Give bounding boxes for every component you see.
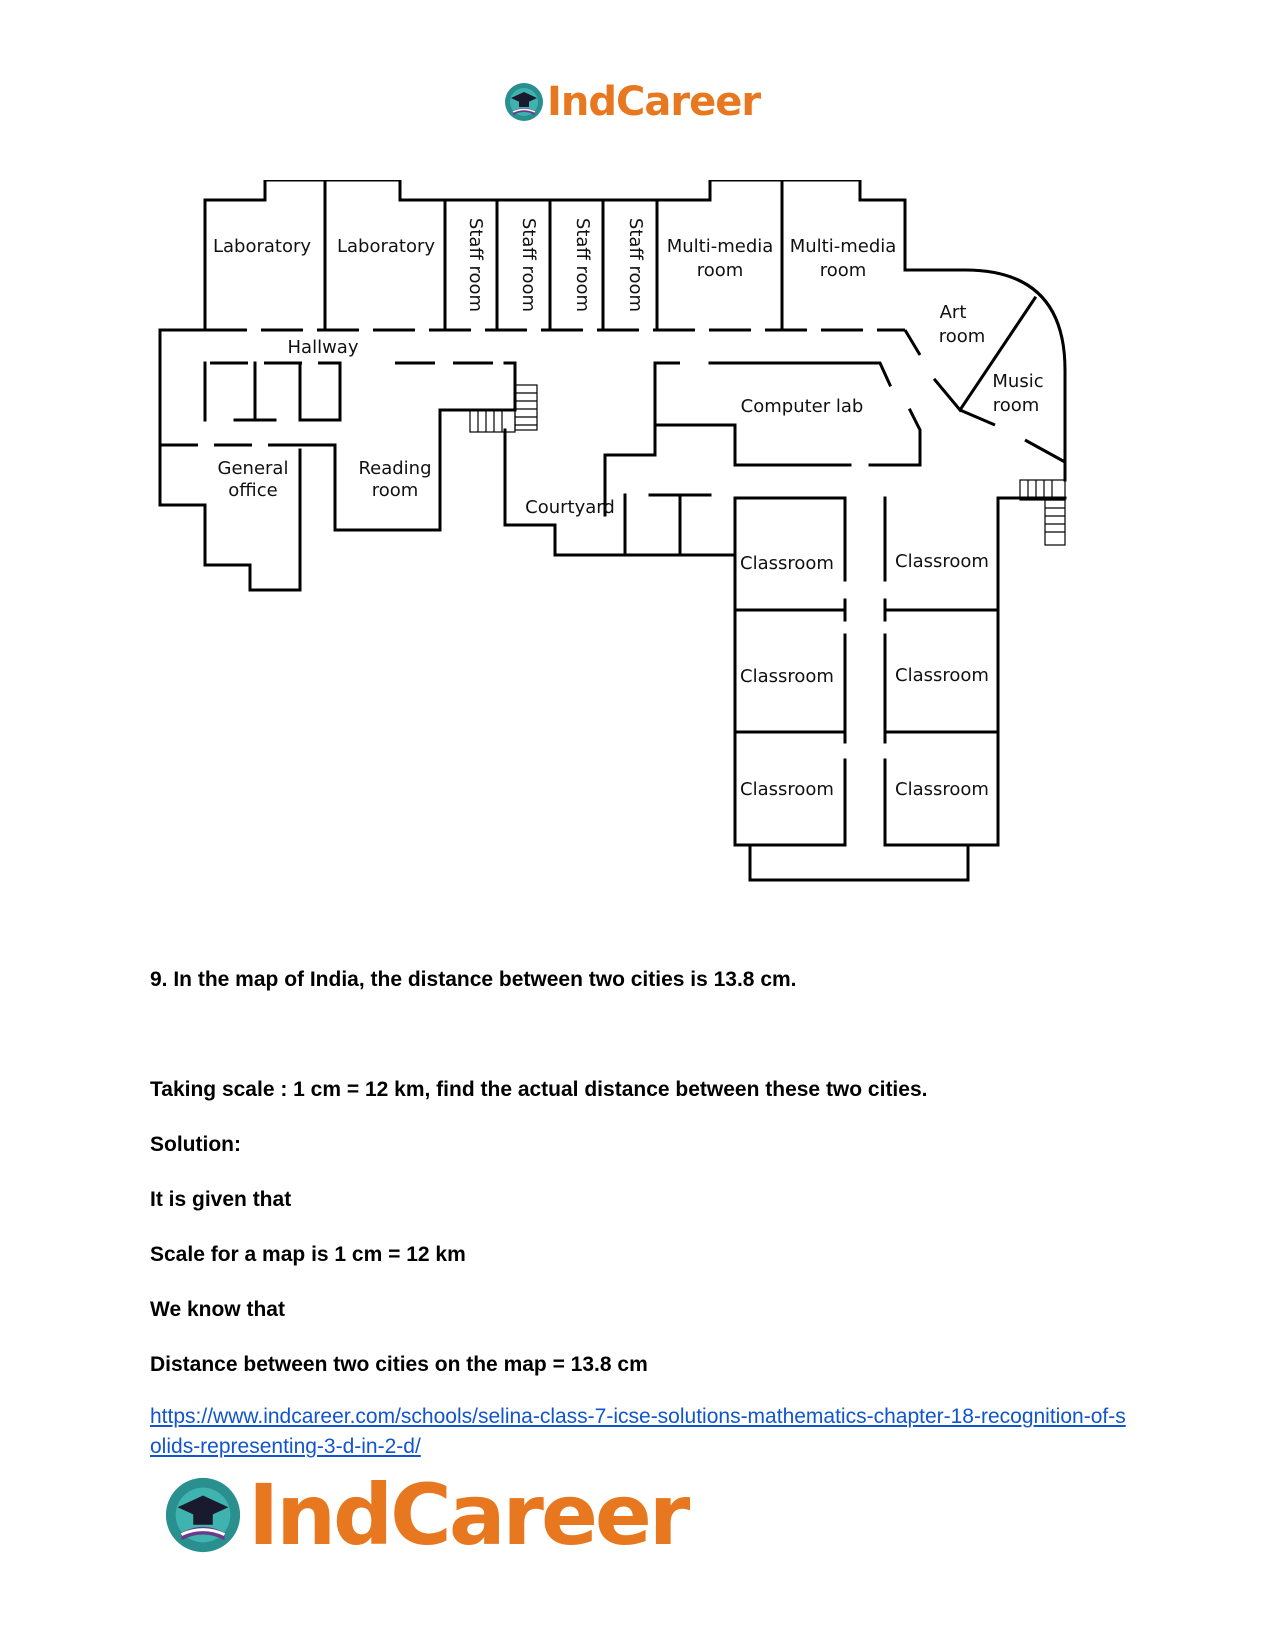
label-reading-room: room — [371, 480, 419, 501]
label-music-room: room — [992, 395, 1040, 416]
question-9: 9. In the map of India, the distance between two cities is 13.8 cm. — [150, 968, 797, 991]
label-multimedia-1-room: room — [696, 260, 744, 281]
label-general-office: office — [228, 480, 278, 501]
solution-know: We know that — [150, 1298, 285, 1321]
logo-wordmark: IndCareer — [547, 79, 761, 125]
label-laboratory-2: Laboratory — [336, 236, 436, 257]
source-link[interactable]: https://www.indcareer.com/schools/selina-class-7-icse-solutions-mathematics-chapter-18-recognition-of-solids-representing-3-d-in-2-d/ — [150, 1405, 1126, 1458]
solution-distance: Distance between two cities on the map = 13.8 cm — [150, 1353, 648, 1376]
solution-scale: Scale for a map is 1 cm = 12 km — [150, 1243, 466, 1266]
label-reading: Reading — [358, 458, 432, 479]
label-classroom-3: Classroom — [740, 666, 834, 687]
solution-heading: Solution: — [150, 1133, 241, 1156]
solution-given: It is given that — [150, 1188, 292, 1211]
label-staff-room-2: Staff room — [518, 217, 539, 313]
label-art-room: room — [938, 326, 986, 347]
school-floor-plan — [150, 180, 1130, 940]
logo-wordmark: IndCareer — [248, 1466, 688, 1564]
label-classroom-2: Classroom — [895, 551, 989, 572]
label-classroom-5: Classroom — [740, 779, 834, 800]
label-multimedia-1: Multi-media — [666, 236, 774, 257]
label-classroom-6: Classroom — [895, 779, 989, 800]
question-9-task: Taking scale : 1 cm = 12 km, find the actual distance between these two cities. — [150, 1078, 928, 1101]
label-laboratory-1: Laboratory — [212, 236, 312, 257]
footer-logo — [162, 1466, 688, 1564]
label-computer-lab: Computer lab — [740, 396, 864, 417]
label-classroom-4: Classroom — [895, 665, 989, 686]
graduation-book-icon — [162, 1474, 244, 1556]
label-courtyard: Courtyard — [525, 497, 615, 518]
label-hallway: Hallway — [287, 337, 359, 358]
label-music: Music — [992, 371, 1044, 392]
label-staff-room-3: Staff room — [572, 217, 593, 313]
label-art: Art — [939, 302, 967, 323]
label-multimedia-2: Multi-media — [789, 236, 897, 257]
graduation-book-icon — [503, 81, 545, 123]
label-staff-room-1: Staff room — [465, 217, 486, 313]
label-classroom-1: Classroom — [740, 553, 834, 574]
label-general: General — [217, 458, 289, 479]
label-staff-room-4: Staff room — [625, 217, 646, 313]
header-logo — [503, 80, 760, 124]
label-multimedia-2-room: room — [819, 260, 867, 281]
